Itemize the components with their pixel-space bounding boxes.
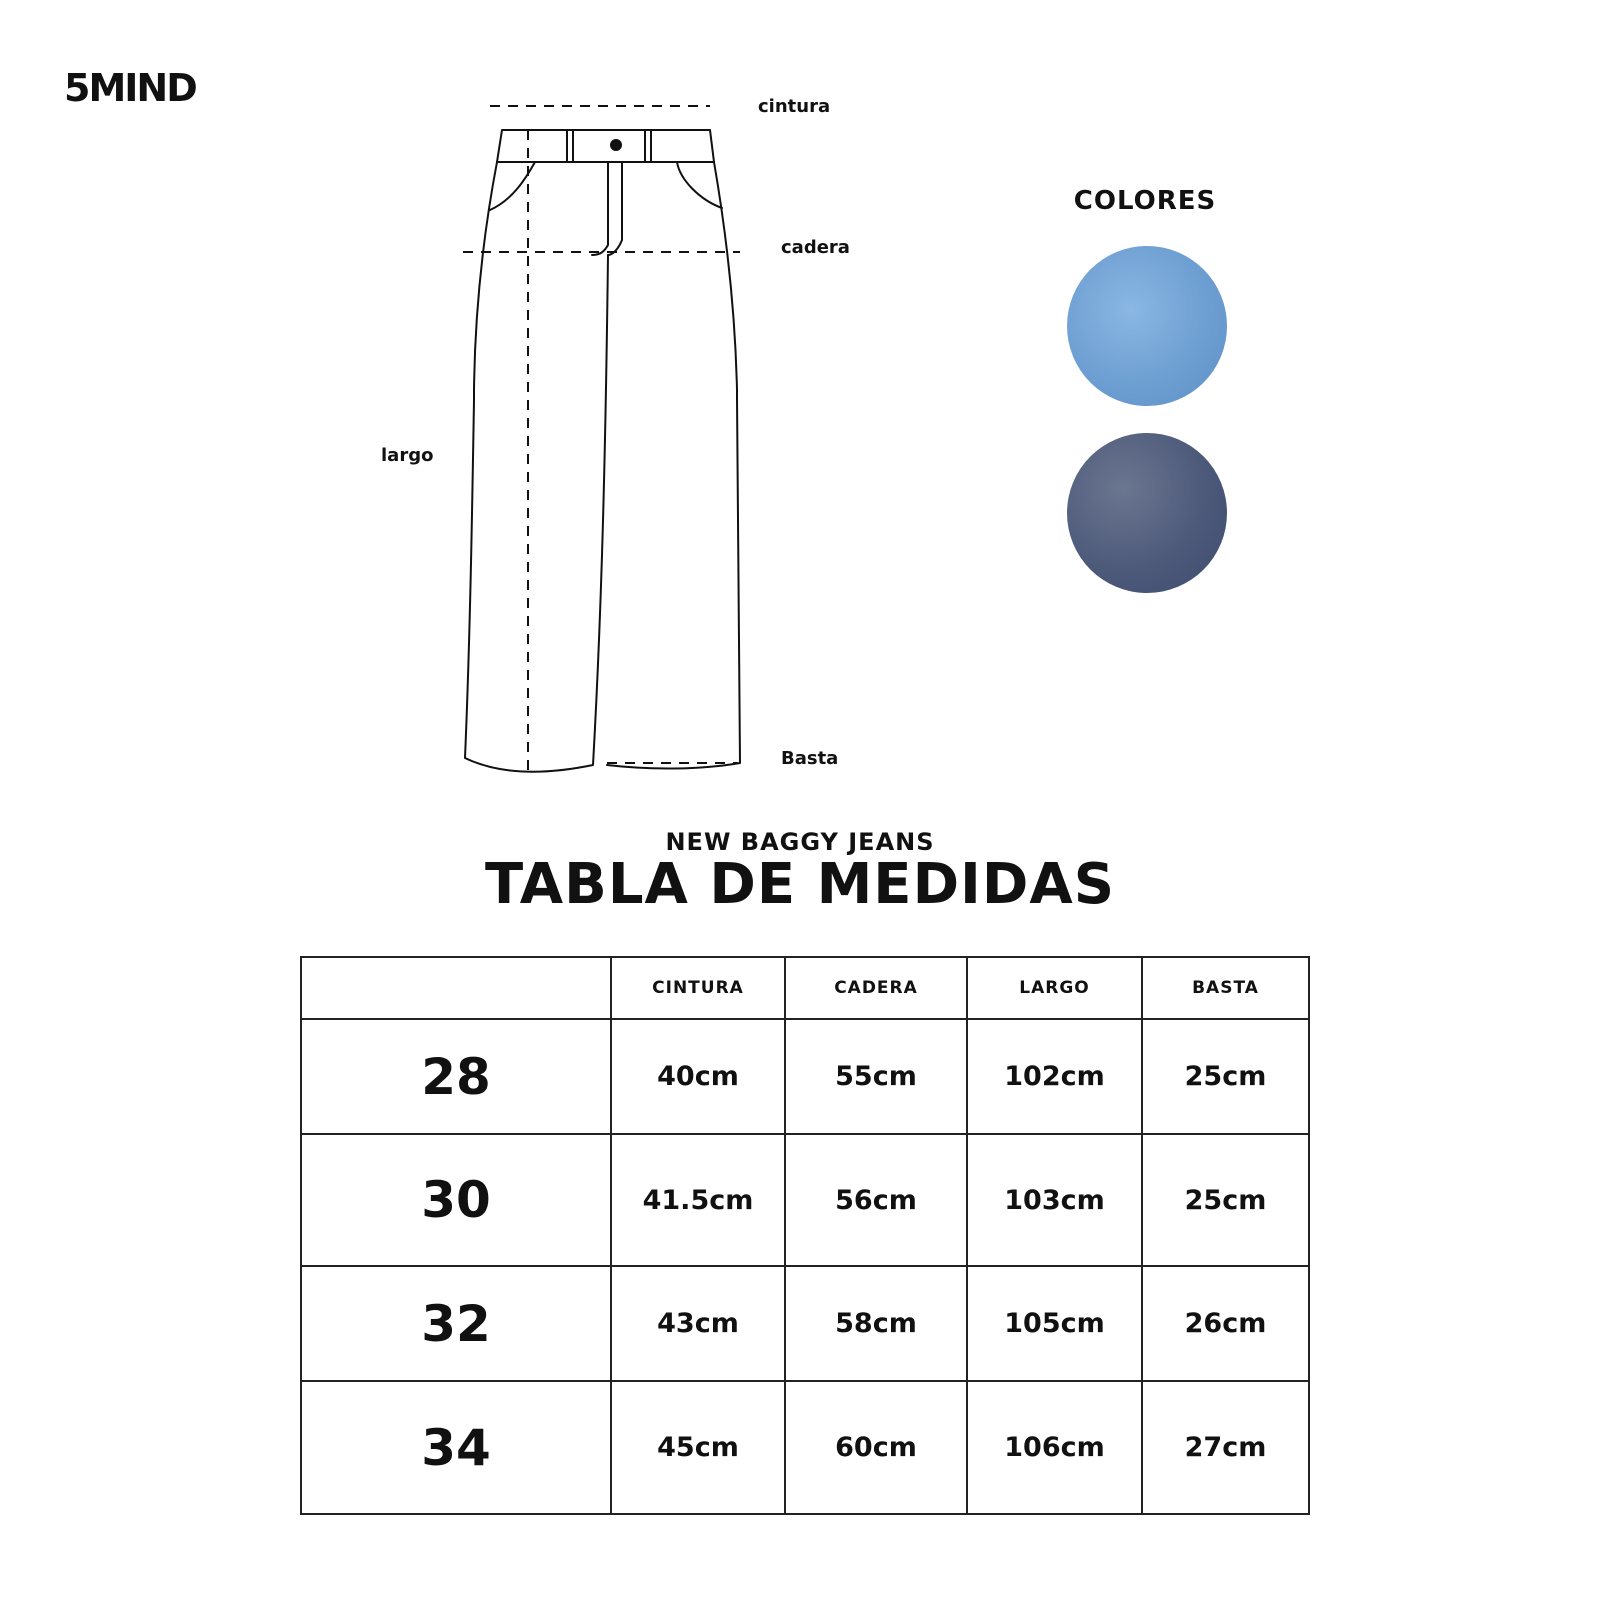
table-row [301,1019,1309,1134]
table-row [301,1134,1309,1266]
fly-edge [608,162,622,255]
largo-value: 105cm [967,1266,1142,1381]
header-cintura: CINTURA [611,957,785,1019]
cadera-value: 58cm [785,1266,967,1381]
color-swatch-dark-wash[interactable] [1067,433,1227,593]
size-value: 30 [301,1134,611,1266]
cadera-value: 55cm [785,1019,967,1134]
table-row [301,1266,1309,1381]
basta-value: 25cm [1142,1134,1309,1266]
basta-value: 26cm [1142,1266,1309,1381]
colors-title: COLORES [1073,186,1217,216]
size-value: 32 [301,1266,611,1381]
label-cadera: cadera [781,237,850,258]
label-basta: Basta [781,748,839,769]
cadera-value: 60cm [785,1381,967,1514]
largo-value: 103cm [967,1134,1142,1266]
table-header-row [301,957,1309,1019]
largo-value: 106cm [967,1381,1142,1514]
header-basta: BASTA [1142,957,1309,1019]
cintura-value: 41.5cm [611,1134,785,1266]
size-value: 34 [301,1381,611,1514]
color-swatch-light-wash[interactable] [1067,246,1227,406]
cadera-value: 56cm [785,1134,967,1266]
product-name: NEW BAGGY JEANS [665,828,935,856]
cintura-value: 40cm [611,1019,785,1134]
belt-loop-right [645,130,651,162]
label-largo: largo [381,445,434,466]
table-row [301,1381,1309,1514]
header-largo: LARGO [967,957,1142,1019]
brand-logo: 5MIND [64,66,196,110]
fly-stitch [592,162,608,255]
waistband-outline [497,130,714,162]
label-cintura: cintura [758,96,831,117]
size-value: 28 [301,1019,611,1134]
header-cadera: CADERA [785,957,967,1019]
header-size [301,957,611,1019]
basta-value: 25cm [1142,1019,1309,1134]
belt-loop-left [567,130,573,162]
basta-value: 27cm [1142,1381,1309,1514]
cintura-value: 43cm [611,1266,785,1381]
size-table [300,956,1310,1515]
left-leg-outline [465,162,608,772]
waist-button [610,139,622,151]
cintura-value: 45cm [611,1381,785,1514]
page-title: TABLA DE MEDIDAS [484,852,1116,917]
largo-value: 102cm [967,1019,1142,1134]
